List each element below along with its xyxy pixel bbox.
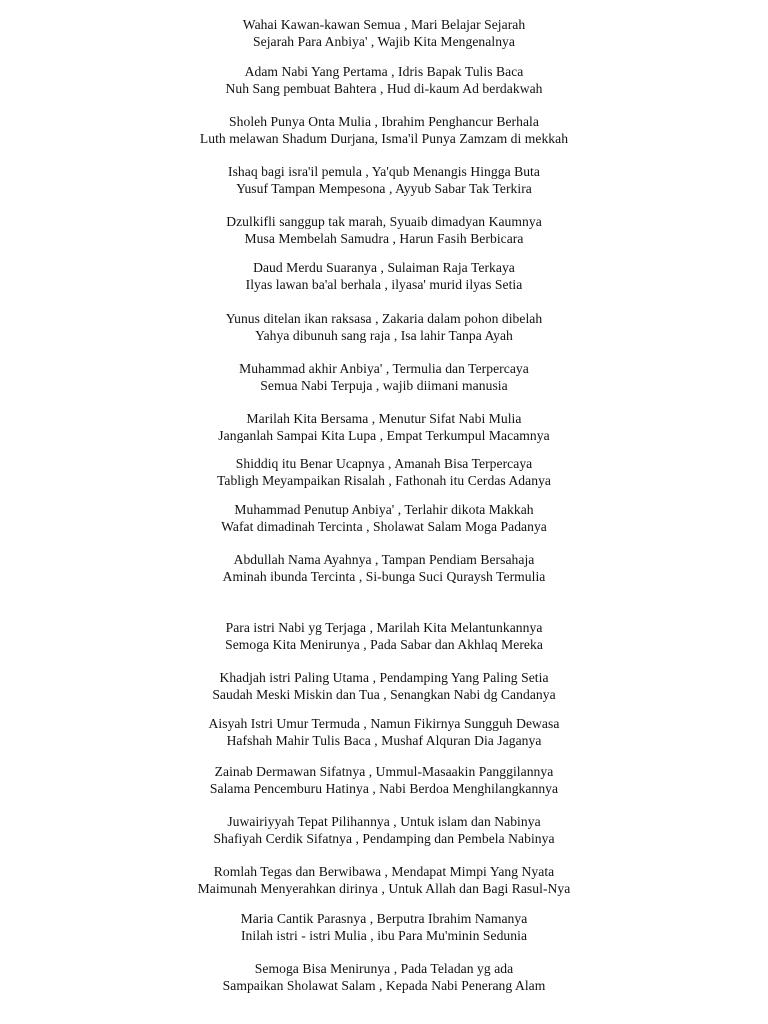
- lyric-line: Semoga Kita Menirunya , Pada Sabar dan Akhlaq Mereka: [225, 637, 543, 652]
- stanza: [0, 455, 768, 489]
- stanza: [0, 960, 768, 994]
- lyric-line: Shafiyah Cerdik Sifatnya , Pendamping dan Pembela Nabinya: [213, 831, 555, 846]
- stanza: [0, 669, 768, 703]
- lyric-line: Janganlah Sampai Kita Lupa , Empat Terkumpul Macamnya: [218, 428, 550, 443]
- lyric-line: Abdullah Nama Ayahnya , Tampan Pendiam Bersahaja: [233, 552, 535, 567]
- stanza: [0, 910, 768, 944]
- lyric-line: Aisyah Istri Umur Termuda , Namun Fikirnya Sungguh Dewasa: [208, 716, 560, 731]
- lyric-line: Khadjah istri Paling Utama , Pendamping Yang Paling Setia: [219, 670, 549, 685]
- lyric-line: Muhammad akhir Anbiya' , Termulia dan Terpercaya: [239, 361, 529, 376]
- stanza: [0, 501, 768, 535]
- lyric-line: Wafat dimadinah Tercinta , Sholawat Salam Moga Padanya: [221, 519, 547, 534]
- lyric-line: Ilyas lawan ba'al berhala , ilyasa' murid ilyas Setia: [245, 277, 523, 292]
- lyric-line: Adam Nabi Yang Pertama , Idris Bapak Tulis Baca: [244, 64, 524, 79]
- stanza: [0, 16, 768, 50]
- stanza: [0, 619, 768, 653]
- lyric-line: Para istri Nabi yg Terjaga , Marilah Kita Melantunkannya: [225, 620, 543, 635]
- lyric-line: Daud Merdu Suaranya , Sulaiman Raja Terkaya: [253, 260, 515, 275]
- stanza: [0, 863, 768, 897]
- stanza: [0, 113, 768, 147]
- lyric-line: Semua Nabi Terpuja , wajib diimani manusia: [260, 378, 508, 393]
- lyric-line: Dzulkifli sanggup tak marah, Syuaib dimadyan Kaumnya: [226, 214, 542, 229]
- lyric-line: Saudah Meski Miskin dan Tua , Senangkan Nabi dg Candanya: [212, 687, 556, 702]
- lyric-line: Nuh Sang pembuat Bahtera , Hud di-kaum Ad berdakwah: [225, 81, 543, 96]
- stanza: [0, 410, 768, 444]
- stanza: [0, 213, 768, 247]
- stanza: [0, 813, 768, 847]
- lyric-line: Yahya dibunuh sang raja , Isa lahir Tanpa Ayah: [255, 328, 513, 343]
- lyric-line: Musa Membelah Samudra , Harun Fasih Berbicara: [244, 231, 524, 246]
- lyric-line: Muhammad Penutup Anbiya' , Terlahir dikota Makkah: [234, 502, 534, 517]
- lyric-line: Sejarah Para Anbiya' , Wajib Kita Mengenalnya: [253, 34, 515, 49]
- stanza: [0, 360, 768, 394]
- lyric-line: Marilah Kita Bersama , Menutur Sifat Nabi Mulia: [246, 411, 522, 426]
- lyric-line: Yusuf Tampan Mempesona , Ayyub Sabar Tak Terkira: [236, 181, 532, 196]
- stanza: [0, 310, 768, 344]
- stanza: [0, 763, 768, 797]
- stanza: [0, 163, 768, 197]
- stanza: [0, 63, 768, 97]
- lyric-line: Inilah istri - istri Mulia , ibu Para Mu'minin Sedunia: [240, 928, 528, 943]
- lyric-line: Sholeh Punya Onta Mulia , Ibrahim Penghancur Berhala: [229, 114, 539, 129]
- lyric-line: Ishaq bagi isra'il pemula , Ya'qub Menangis Hingga Buta: [228, 164, 540, 179]
- lyric-line: Shiddiq itu Benar Ucapnya , Amanah Bisa Terpercaya: [235, 456, 533, 471]
- lyric-line: Hafshah Mahir Tulis Baca , Mushaf Alquran Dia Jaganya: [226, 733, 542, 748]
- lyric-line: Sampaikan Sholawat Salam , Kepada Nabi Penerang Alam: [222, 978, 546, 993]
- lyric-line: Juwairiyyah Tepat Pilihannya , Untuk islam dan Nabinya: [227, 814, 541, 829]
- stanza: [0, 259, 768, 293]
- lyric-line: Yunus ditelan ikan raksasa , Zakaria dalam pohon dibelah: [225, 311, 543, 326]
- lyric-line: Romlah Tegas dan Berwibawa , Mendapat Mimpi Yang Nyata: [213, 864, 555, 879]
- lyric-line: Zainab Dermawan Sifatnya , Ummul-Masaakin Panggilannya: [214, 764, 554, 779]
- lyric-line: Wahai Kawan-kawan Semua , Mari Belajar Sejarah: [242, 17, 526, 32]
- lyric-line: Maria Cantik Parasnya , Berputra Ibrahim Namanya: [240, 911, 528, 926]
- lyric-line: Salama Pencemburu Hatinya , Nabi Berdoa Menghilangkannya: [209, 781, 559, 796]
- stanza: [0, 715, 768, 749]
- lyric-line: Aminah ibunda Tercinta , Si-bunga Suci Quraysh Termulia: [222, 569, 546, 584]
- lyric-line: Luth melawan Shadum Durjana, Isma'il Punya Zamzam di mekkah: [199, 131, 569, 146]
- stanza: [0, 551, 768, 585]
- lyric-line: Maimunah Menyerahkan dirinya , Untuk Allah dan Bagi Rasul-Nya: [197, 881, 571, 896]
- lyric-line: Semoga Bisa Menirunya , Pada Teladan yg ada: [254, 961, 514, 976]
- lyric-line: Tabligh Meyampaikan Risalah , Fathonah itu Cerdas Adanya: [216, 473, 552, 488]
